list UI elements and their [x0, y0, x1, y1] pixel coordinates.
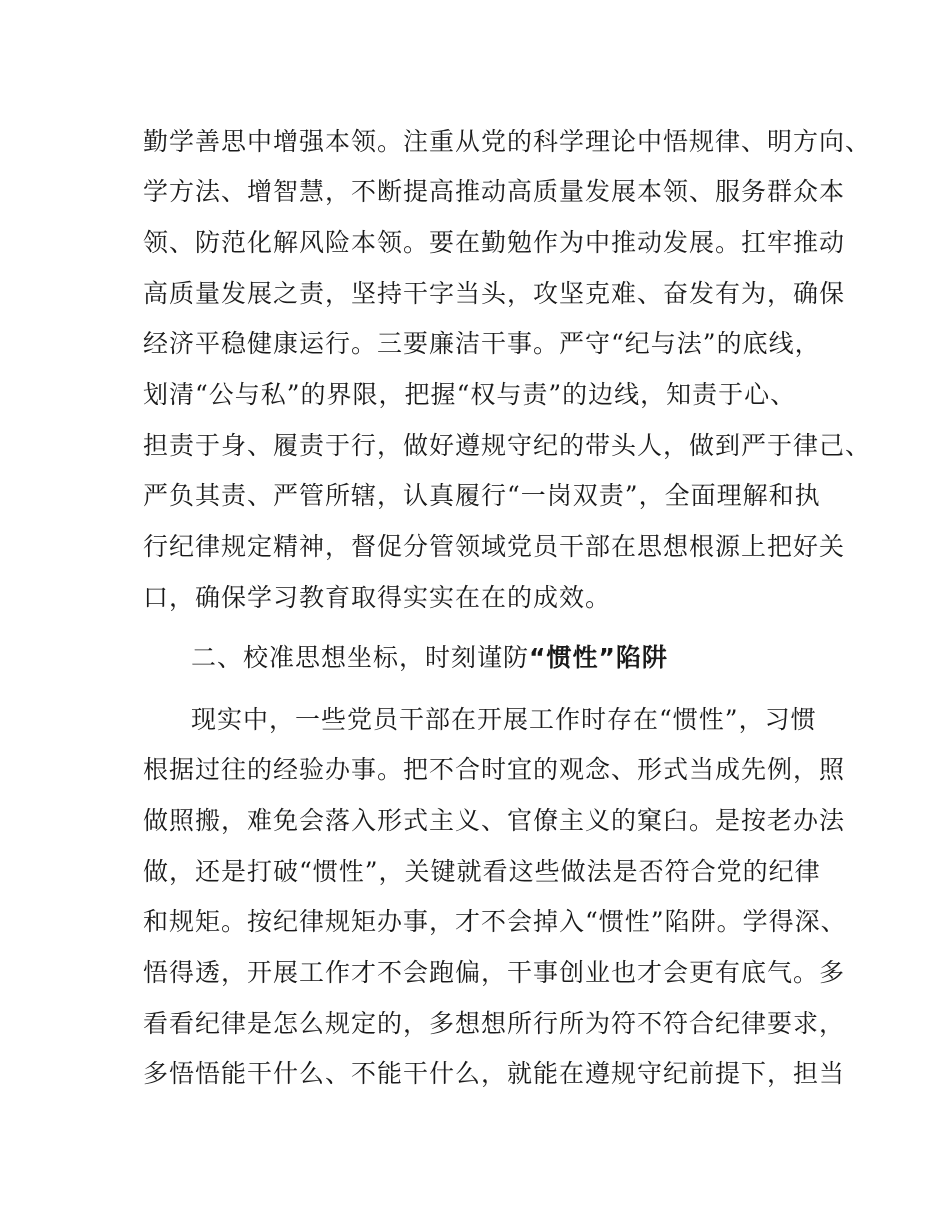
section-heading-text: 二、校准思想坐标，时刻谨防 — [191, 643, 530, 672]
paragraph-line: 做，还是打破“惯性”，关键就看这些做法是否符合党的纪律 — [143, 857, 821, 886]
paragraph-line: 现实中，一些党员干部在开展工作时存在“惯性”，习惯 — [191, 705, 817, 734]
paragraph-line: 根据过往的经验办事。把不合时宜的观念、形式当成先例，照 — [143, 755, 846, 784]
paragraph-line: 看看纪律是怎么规定的，多想想所行所为符不符合纪律要求， — [143, 1009, 846, 1038]
paragraph-line: 勤学善思中增强本领。注重从党的科学理论中悟规律、明方向、 — [143, 127, 872, 156]
paragraph-line: 经济平稳健康运行。三要廉洁干事。严守“纪与法”的底线， — [143, 329, 821, 358]
paragraph-line: 悟得透，开展工作才不会跑偏，干事创业也才会更有底气。多 — [143, 958, 846, 987]
section-heading — [191, 636, 668, 680]
paragraph-line: 划清“公与私”的界限，把握“权与责”的边线，知责于心、 — [143, 380, 797, 409]
paragraph-line: 高质量发展之责，坚持干字当头，攻坚克难、奋发有为，确保 — [143, 279, 846, 308]
section-heading-emphasis: “惯性”陷阱 — [529, 643, 668, 672]
paragraph-line: 做照搬，难免会落入形式主义、官僚主义的窠臼。是按老办法 — [143, 806, 846, 835]
paragraph-line: 严负其责、严管所辖，认真履行“一岗双责”，全面理解和执 — [143, 481, 821, 510]
paragraph-line: 和规矩。按纪律规矩办事，才不会掉入“惯性”陷阱。学得深、 — [143, 907, 847, 936]
paragraph-line: 行纪律规定精神，督促分管领域党员干部在思想根源上把好关 — [143, 532, 846, 561]
paragraph-line: 领、防范化解风险本领。要在勤勉作为中推动发展。扛牢推动 — [143, 228, 846, 257]
paragraph-line: 多悟悟能干什么、不能干什么，就能在遵规守纪前提下，担当 — [143, 1059, 846, 1088]
paragraph-line: 学方法、增智慧，不断提高推动高质量发展本领、服务群众本 — [143, 177, 846, 206]
paragraph-line: 口，确保学习教育取得实实在在的成效。 — [143, 583, 612, 612]
paragraph-line: 担责于身、履责于行，做好遵规守纪的带头人，做到严于律己、 — [143, 431, 872, 460]
